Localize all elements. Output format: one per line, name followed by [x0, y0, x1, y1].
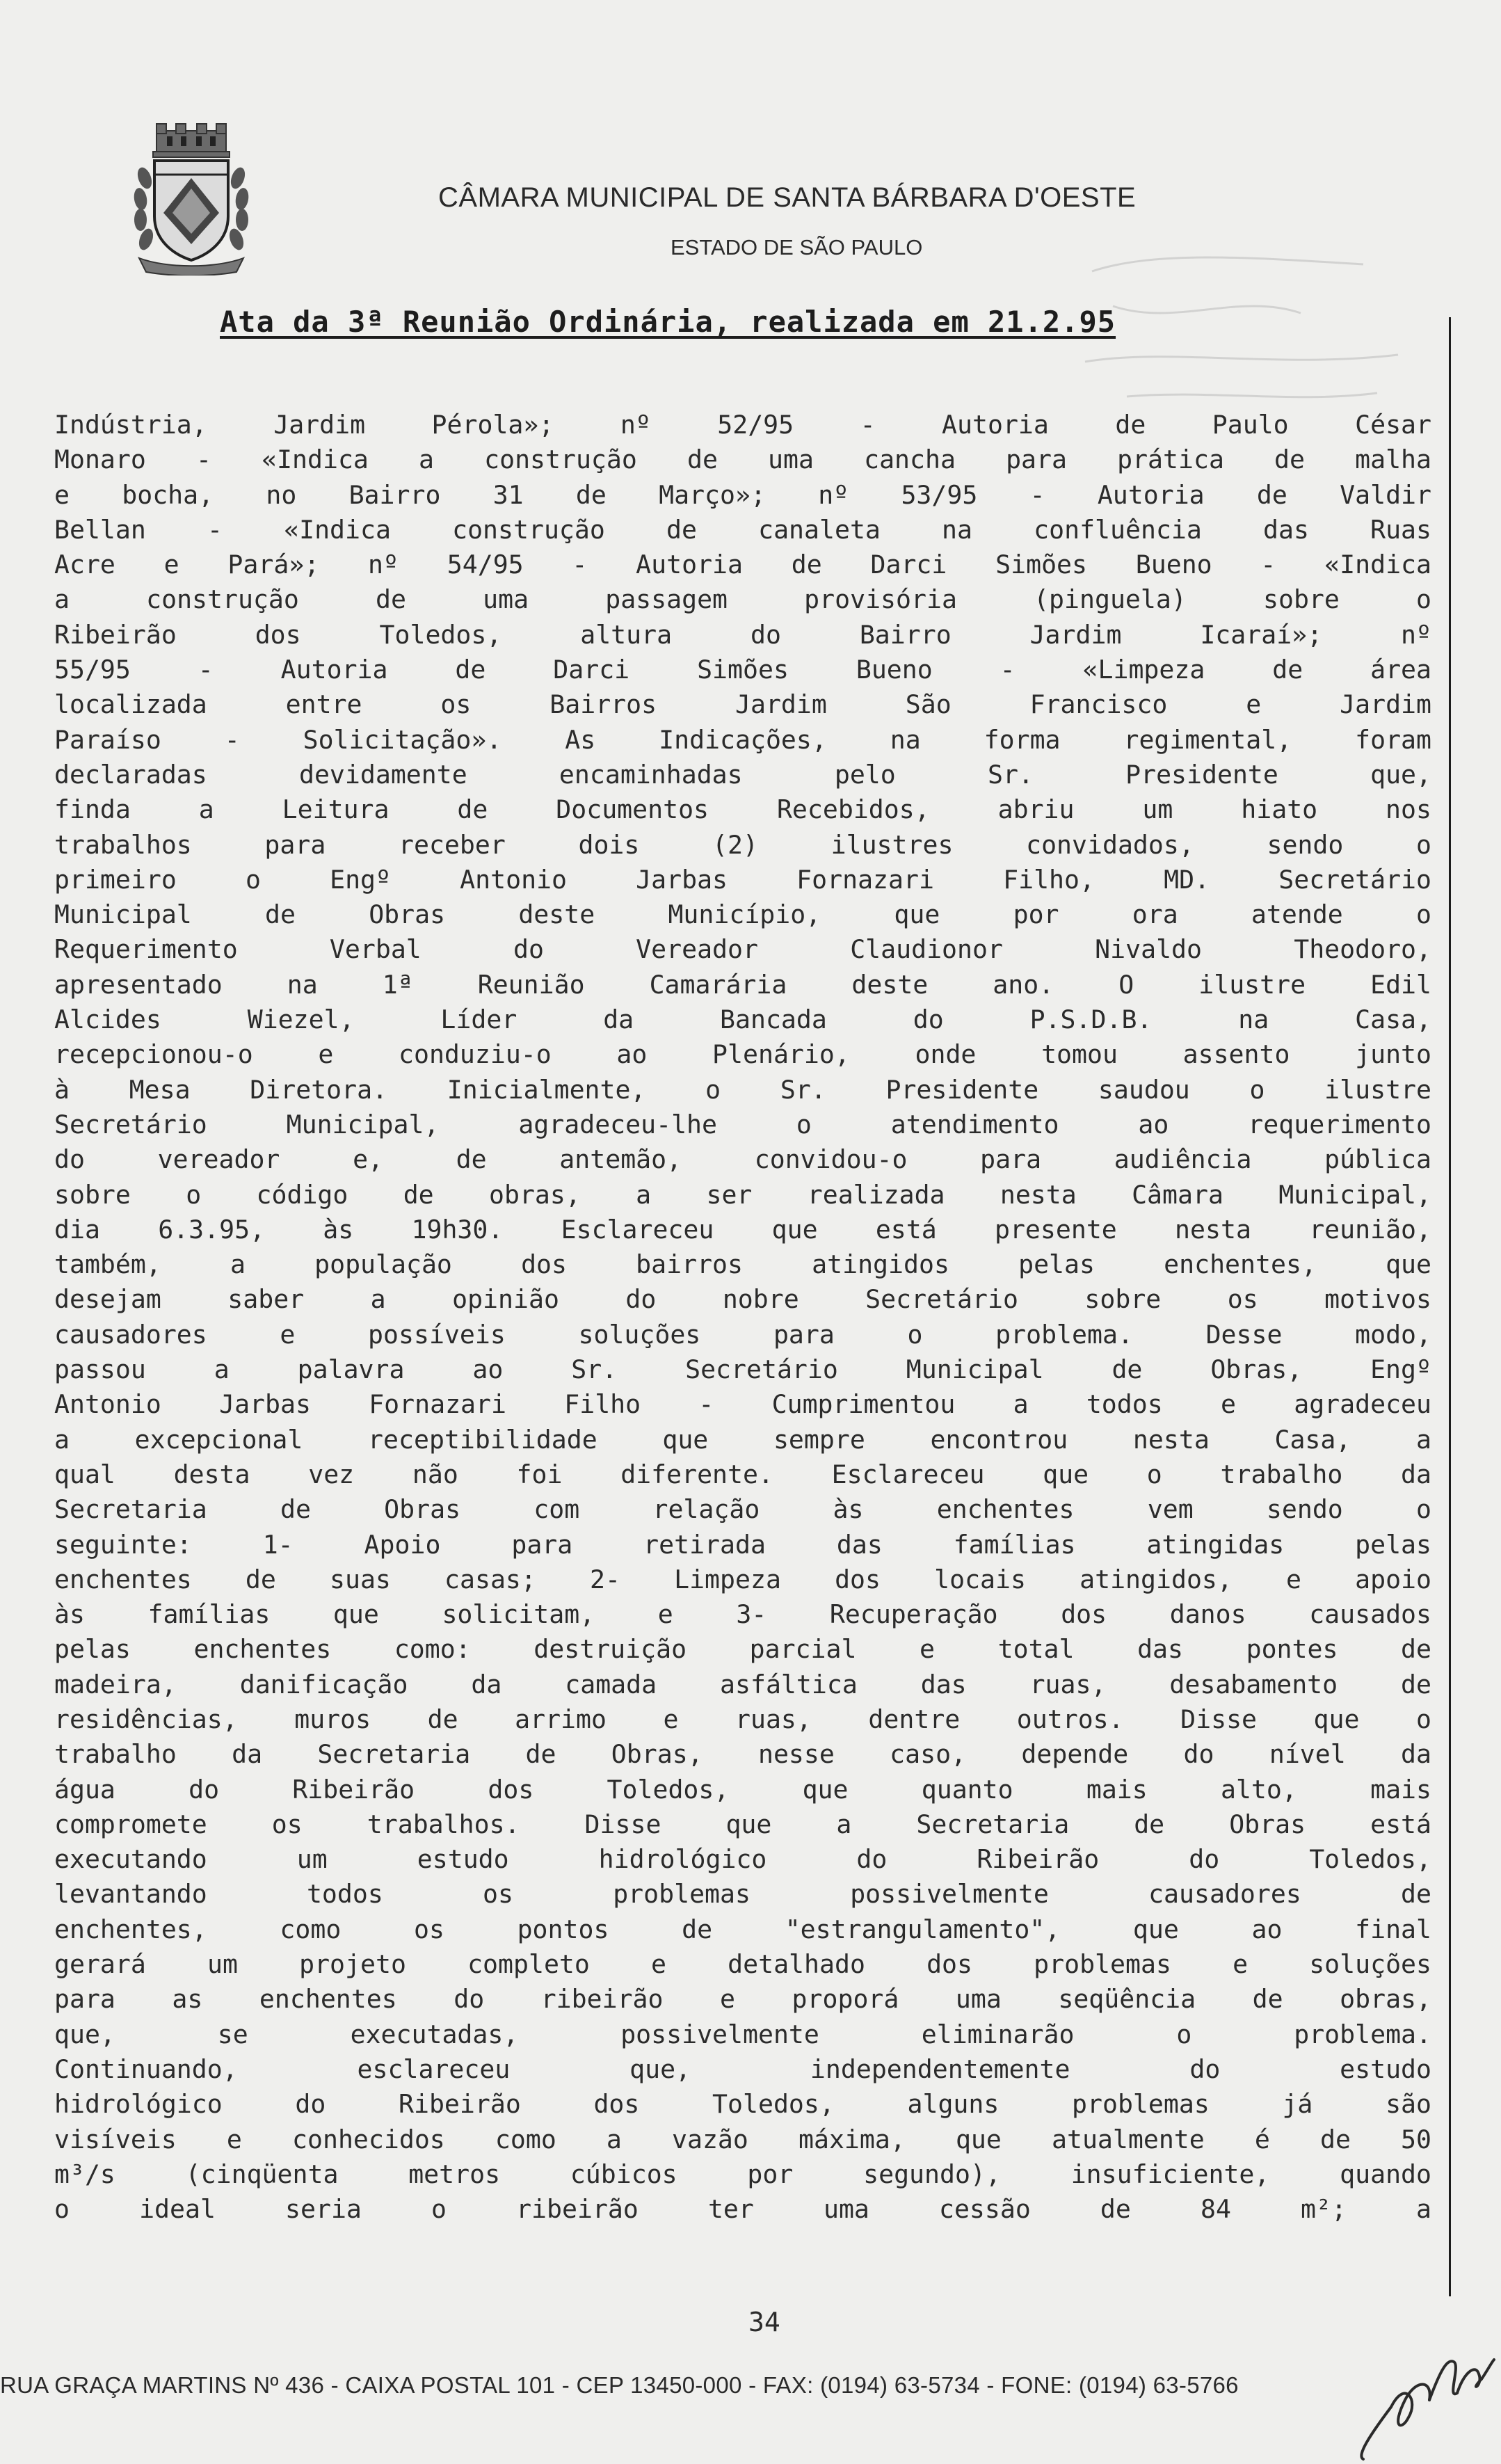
minutes-title: Ata da 3ª Reunião Ordinária, realizada em 21.2.95: [220, 305, 1116, 339]
body-line: madeira, danificação da camada asfáltica das ruas, desabamento de: [54, 1669, 1431, 1699]
body-line: Requerimento Verbal do Vereador Claudionor Nivaldo Theodoro,: [54, 934, 1431, 965]
body-line: Monaro - «Indica a construção de uma cancha para prática de malha: [54, 445, 1431, 475]
body-line: levantando todos os problemas possivelmente causadores de: [54, 1879, 1431, 1910]
body-line: às famílias que solicitam, e 3- Recuperação dos danos causados: [54, 1599, 1431, 1630]
body-line: residências, muros de arrimo e ruas, dentre outros. Disse que o: [54, 1704, 1431, 1734]
body-line: apresentado na 1ª Reunião Camarária deste ano. O ilustre Edil: [54, 969, 1431, 1000]
body-line: Alcides Wiezel, Líder da Bancada do P.S.D.B. na Casa,: [54, 1005, 1431, 1035]
body-line: localizada entre os Bairros Jardim São Francisco e Jardim: [54, 689, 1431, 720]
municipal-coat-of-arms-icon: [132, 122, 250, 275]
body-line: 55/95 - Autoria de Darci Simões Bueno - «Limpeza de área: [54, 655, 1431, 685]
body-line: hidrológico do Ribeirão dos Toledos, alguns problemas já são: [54, 2089, 1431, 2120]
body-line: e bocha, no Bairro 31 de Março»; nº 53/95 - Autoria de Valdir: [54, 479, 1431, 510]
body-line: trabalho da Secretaria de Obras, nesse caso, depende do nível da: [54, 1739, 1431, 1770]
body-line: desejam saber a opinião do nobre Secretário sobre os motivos: [54, 1284, 1431, 1315]
body-line: compromete os trabalhos. Disse que a Secretaria de Obras está: [54, 1809, 1431, 1839]
bleed-through-marks: [1071, 230, 1419, 424]
minutes-body: [54, 408, 1431, 2227]
body-line: enchentes de suas casas; 2- Limpeza dos locais atingidos, e apoio: [54, 1564, 1431, 1594]
body-line: gerará um projeto completo e detalhado dos problemas e soluções: [54, 1949, 1431, 1980]
body-line: Secretário Municipal, agradeceu-lhe o atendimento ao requerimento: [54, 1109, 1431, 1139]
body-line: Bellan - «Indica construção de canaleta na confluência das Ruas: [54, 514, 1431, 545]
body-line: para as enchentes do ribeirão e proporá uma seqüência de obras,: [54, 1984, 1431, 2015]
body-line: enchentes, como os pontos de "estrangulamento", que ao final: [54, 1914, 1431, 1944]
body-line: dia 6.3.95, às 19h30. Esclareceu que está presente nesta reunião,: [54, 1214, 1431, 1245]
body-line: Acre e Pará»; nº 54/95 - Autoria de Darci Simões Bueno - «Indica: [54, 550, 1431, 580]
organization-state: ESTADO DE SÃO PAULO: [671, 235, 923, 259]
body-line: m³/s (cinqüenta metros cúbicos por segundo), insuficiente, quando: [54, 2159, 1431, 2189]
body-line: recepcionou-o e conduziu-o ao Plenário, onde tomou assento junto: [54, 1039, 1431, 1070]
body-line: seguinte: 1- Apoio para retirada das famílias atingidas pelas: [54, 1529, 1431, 1560]
body-line: a construção de uma passagem provisória (pinguela) sobre o: [54, 584, 1431, 615]
footer-address: RUA GRAÇA MARTINS Nº 436 - CAIXA POSTAL 101 - CEP 13450-000 - FAX: (0194) 63-5734 - FONE: (0194) 63-5766: [0, 2372, 1239, 2398]
organization-name: CÂMARA MUNICIPAL DE SANTA BÁRBARA D'OESTE: [438, 182, 1137, 213]
margin-rule: [1449, 317, 1451, 2296]
body-line: Municipal de Obras deste Município, que por ora atende o: [54, 899, 1431, 930]
body-line: do vereador e, de antemão, convidou-o para audiência pública: [54, 1144, 1431, 1175]
body-line: também, a população dos bairros atingidos pelas enchentes, que: [54, 1249, 1431, 1280]
body-line: à Mesa Diretora. Inicialmente, o Sr. Presidente saudou o ilustre: [54, 1074, 1431, 1105]
body-line: Continuando, esclareceu que, independentemente do estudo: [54, 2054, 1431, 2084]
body-line: finda a Leitura de Documentos Recebidos, abriu um hiato nos: [54, 794, 1431, 825]
body-line: primeiro o Engº Antonio Jarbas Fornazari Filho, MD. Secretário: [54, 864, 1431, 895]
handwritten-signature-icon: [1342, 2296, 1495, 2463]
body-line: Indústria, Jardim Pérola»; nº 52/95 - Autoria de Paulo César: [54, 410, 1431, 440]
body-line: trabalhos para receber dois (2) ilustres convidados, sendo o: [54, 829, 1431, 860]
body-line: água do Ribeirão dos Toledos, que quanto mais alto, mais: [54, 1774, 1431, 1805]
body-line: o ideal seria o ribeirão ter uma cessão de 84 m²; a: [54, 2194, 1431, 2225]
body-line: pelas enchentes como: destruição parcial e total das pontes de: [54, 1634, 1431, 1665]
page-number: 34: [748, 2307, 780, 2337]
body-line: Ribeirão dos Toledos, altura do Bairro Jardim Icaraí»; nº: [54, 619, 1431, 650]
body-line: causadores e possíveis soluções para o problema. Desse modo,: [54, 1319, 1431, 1350]
body-line: que, se executadas, possivelmente eliminarão o problema.: [54, 2019, 1431, 2049]
body-line: a excepcional receptibilidade que sempre encontrou nesta Casa, a: [54, 1424, 1431, 1455]
body-line: passou a palavra ao Sr. Secretário Municipal de Obras, Engº: [54, 1354, 1431, 1385]
body-line: sobre o código de obras, a ser realizada nesta Câmara Municipal,: [54, 1179, 1431, 1210]
body-line: executando um estudo hidrológico do Ribeirão do Toledos,: [54, 1844, 1431, 1875]
body-line: qual desta vez não foi diferente. Esclareceu que o trabalho da: [54, 1459, 1431, 1489]
body-line: Paraíso - Solicitação». As Indicações, na forma regimental, foram: [54, 724, 1431, 755]
body-line: Antonio Jarbas Fornazari Filho - Cumprimentou a todos e agradeceu: [54, 1389, 1431, 1420]
body-line: Secretaria de Obras com relação às enchentes vem sendo o: [54, 1494, 1431, 1525]
body-line: visíveis e conhecidos como a vazão máxima, que atualmente é de 50: [54, 2124, 1431, 2154]
body-line: declaradas devidamente encaminhadas pelo Sr. Presidente que,: [54, 759, 1431, 790]
